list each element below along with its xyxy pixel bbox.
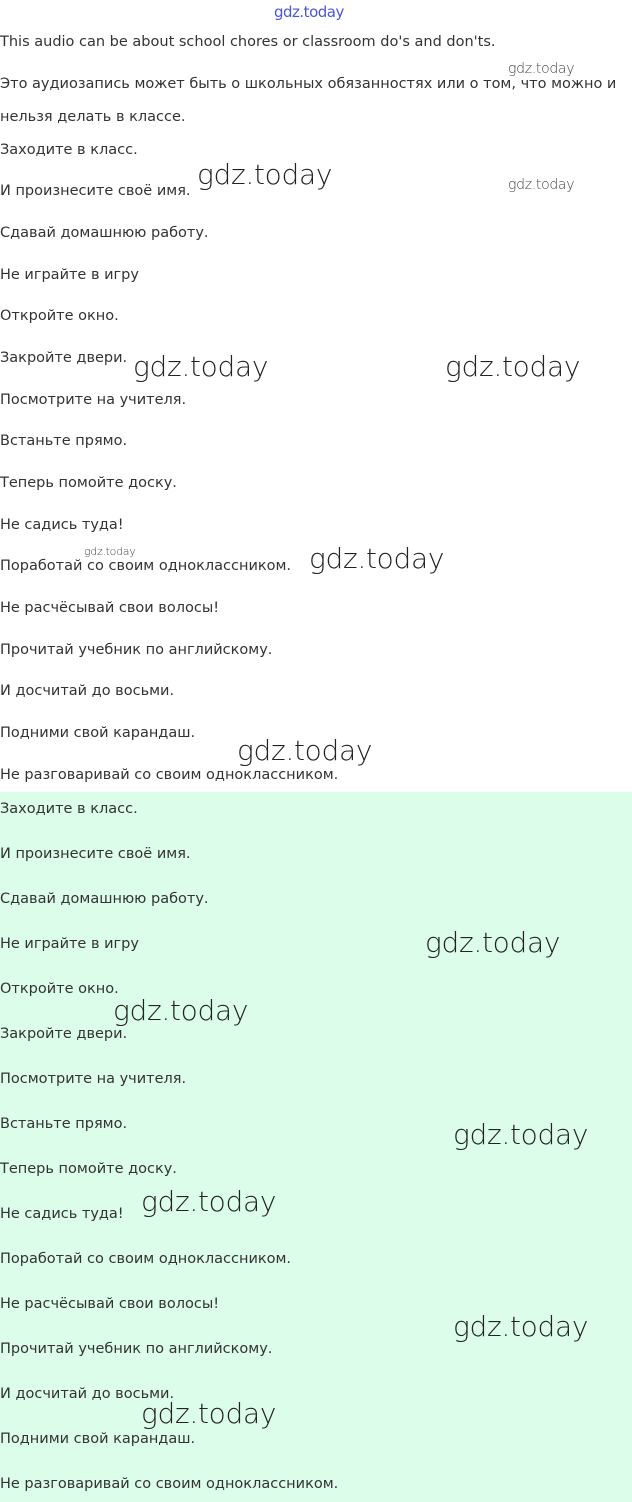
answer-item: Посмотрите на учителя. bbox=[0, 1071, 187, 1087]
watermark: gdz.today bbox=[141, 1397, 277, 1430]
watermark: gdz.today bbox=[453, 1118, 589, 1151]
answer-item: Прочитай учебник по английскому. bbox=[0, 1341, 273, 1357]
command-item: Подними свой карандаш. bbox=[0, 725, 196, 741]
command-item: Прочитай учебник по английскому. bbox=[0, 642, 273, 658]
command-item: Откройте окно. bbox=[0, 308, 119, 324]
watermark: gdz.today bbox=[141, 1185, 277, 1218]
answer-item: Заходите в класс. bbox=[0, 801, 138, 817]
answer-item: Встаньте прямо. bbox=[0, 1116, 128, 1132]
answer-item: Сдавай домашнюю работу. bbox=[0, 891, 209, 907]
watermark: gdz.today bbox=[133, 350, 269, 383]
watermark: gdz.today bbox=[453, 1310, 589, 1343]
command-item: Закройте двери. bbox=[0, 350, 128, 366]
answer-item: Не расчёсывай свои волосы! bbox=[0, 1296, 220, 1312]
command-item: Поработай со своим одноклассником. bbox=[0, 558, 292, 574]
intro-russian-line1: Это аудиозапись может быть о школьных обязанностях или о том, что можно и bbox=[0, 76, 617, 92]
answer-item: Откройте окно. bbox=[0, 981, 119, 997]
answer-item: Подними свой карандаш. bbox=[0, 1431, 196, 1447]
command-item: И произнесите своё имя. bbox=[0, 183, 191, 199]
answer-item: Не разговаривай со своим одноклассником. bbox=[0, 1476, 339, 1492]
watermark: gdz.today bbox=[237, 734, 373, 767]
command-item: Не расчёсывай свои волосы! bbox=[0, 600, 220, 616]
command-item: Встаньте прямо. bbox=[0, 433, 128, 449]
command-item: Заходите в класс. bbox=[0, 142, 138, 158]
answer-item: И произнесите своё имя. bbox=[0, 846, 191, 862]
site-logo[interactable]: gdz.today bbox=[274, 3, 344, 21]
watermark: gdz.today bbox=[508, 177, 575, 193]
answer-item: Закройте двери. bbox=[0, 1026, 128, 1042]
command-item: Сдавай домашнюю работу. bbox=[0, 225, 209, 241]
command-item: Не садись туда! bbox=[0, 517, 124, 533]
command-item: Посмотрите на учителя. bbox=[0, 392, 187, 408]
answer-item: Не играйте в игру bbox=[0, 936, 139, 952]
watermark: gdz.today bbox=[84, 545, 136, 558]
command-item: И досчитай до восьми. bbox=[0, 683, 175, 699]
watermark: gdz.today bbox=[309, 542, 445, 575]
answer-item: Не садись туда! bbox=[0, 1206, 124, 1222]
intro-english: This audio can be about school chores or classroom do's and don'ts. bbox=[0, 34, 496, 50]
watermark: gdz.today bbox=[508, 61, 575, 77]
watermark: gdz.today bbox=[425, 926, 561, 959]
watermark: gdz.today bbox=[113, 994, 249, 1027]
watermark: gdz.today bbox=[197, 158, 333, 191]
answer-item: Поработай со своим одноклассником. bbox=[0, 1251, 292, 1267]
intro-russian-line2: нельзя делать в классе. bbox=[0, 109, 186, 125]
answer-item: Теперь помойте доску. bbox=[0, 1161, 177, 1177]
command-item: Не играйте в игру bbox=[0, 267, 139, 283]
watermark: gdz.today bbox=[445, 350, 581, 383]
command-item: Теперь помойте доску. bbox=[0, 475, 177, 491]
answer-item: И досчитай до восьми. bbox=[0, 1386, 175, 1402]
command-item: Не разговаривай со своим одноклассником. bbox=[0, 767, 339, 783]
